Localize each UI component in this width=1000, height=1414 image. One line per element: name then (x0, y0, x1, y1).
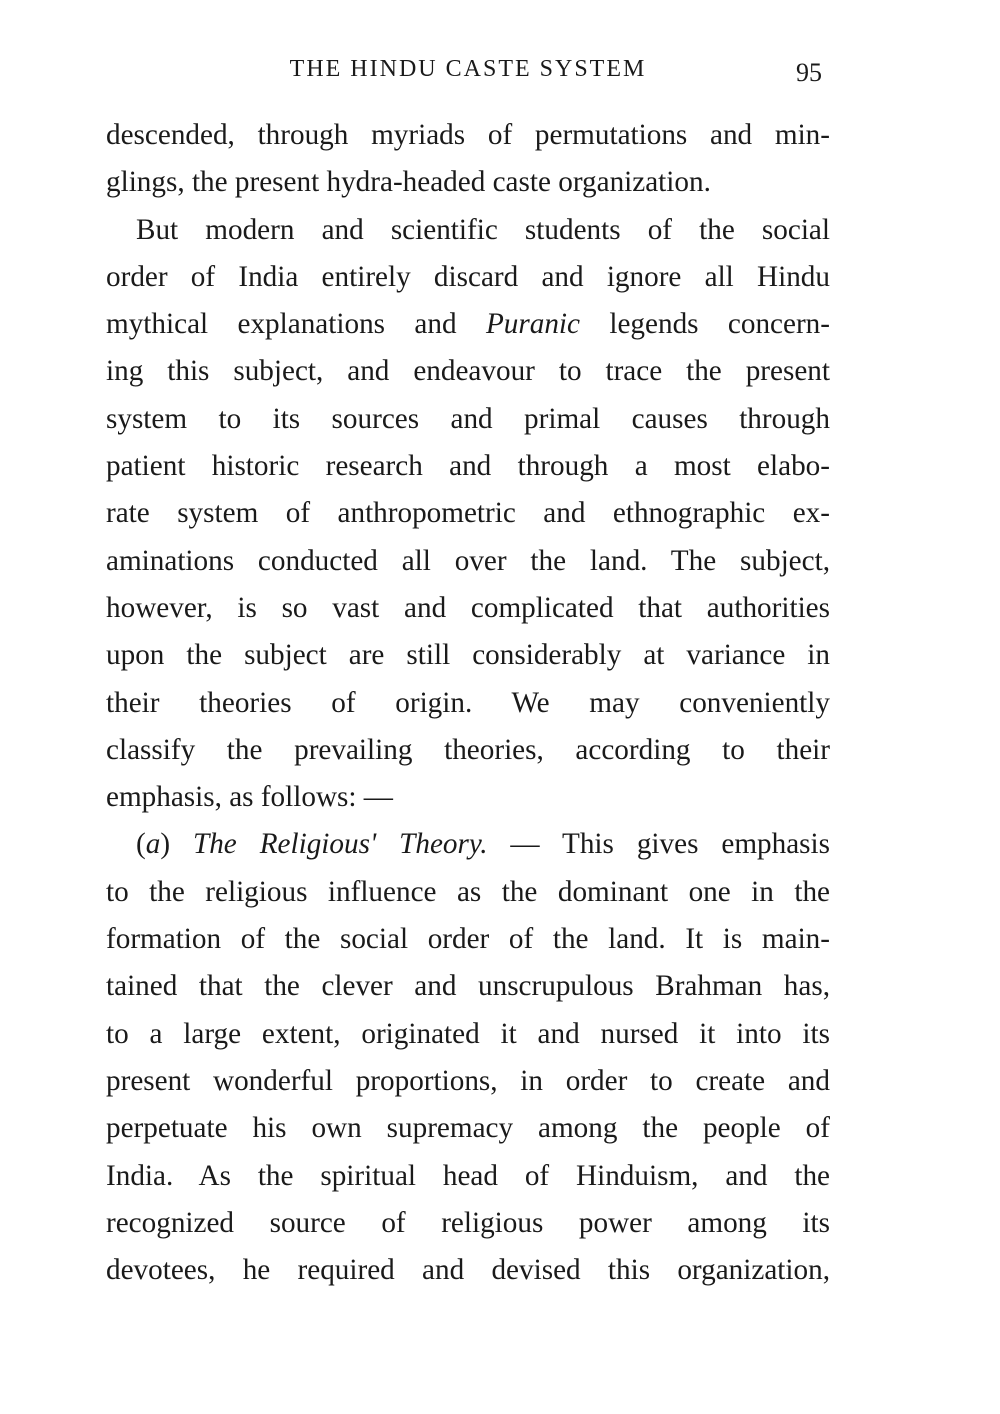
text-line: patient historic research and through a most elabo- (106, 450, 830, 483)
text-line: glings, the present hydra-headed caste organization. (106, 166, 711, 199)
text-line: formation of the social order of the land. It is main- (106, 923, 830, 956)
text-line: however, is so vast and complicated that authorities (106, 591, 830, 624)
text-line: perpetuate his own supremacy among the people of (106, 1112, 830, 1145)
text-line: devotees, he required and devised this organization, (106, 1254, 830, 1287)
text-line: to the religious influence as the dominant one in the (106, 875, 830, 908)
text-line: recognized source of religious power among its (106, 1206, 830, 1239)
text-line: mythical explanations and Puranic legends concern- (106, 308, 830, 341)
text-line: aminations conducted all over the land. The subject, (106, 544, 830, 577)
text-line: to a large extent, originated it and nursed it into its (106, 1017, 830, 1050)
text-line: But modern and scientific students of the social (136, 213, 830, 246)
text-line: descended, through myriads of permutations and min- (106, 119, 830, 151)
text-line: present wonderful proportions, in order to create and (106, 1064, 830, 1097)
text-line: India. As the spiritual head of Hinduism, and the (106, 1159, 830, 1192)
running-head (106, 52, 830, 92)
text-line: system to its sources and primal causes through (106, 402, 830, 435)
page-number: 95 (796, 58, 822, 87)
section-heading: The Religious' Theory. (192, 828, 488, 861)
text-line: upon the subject are still considerably at variance in (106, 639, 830, 672)
section-heading-line: (a) The Religious' Theory. — This gives emphasis (136, 828, 830, 861)
text-line: tained that the clever and unscrupulous Brahman has, (106, 970, 830, 1003)
body-text (106, 112, 830, 1294)
text-line: ing this subject, and endeavour to trace the present (106, 355, 830, 388)
text-line: classify the prevailing theories, according to their (106, 733, 830, 766)
text-line: emphasis, as follows: — (106, 781, 393, 814)
running-title: THE HINDU CASTE SYSTEM (289, 56, 647, 82)
text-line: their theories of origin. We may conveniently (106, 686, 830, 719)
text-line: order of India entirely discard and ignore all Hindu (106, 260, 830, 293)
text-line: rate system of anthropometric and ethnographic ex- (106, 497, 830, 530)
